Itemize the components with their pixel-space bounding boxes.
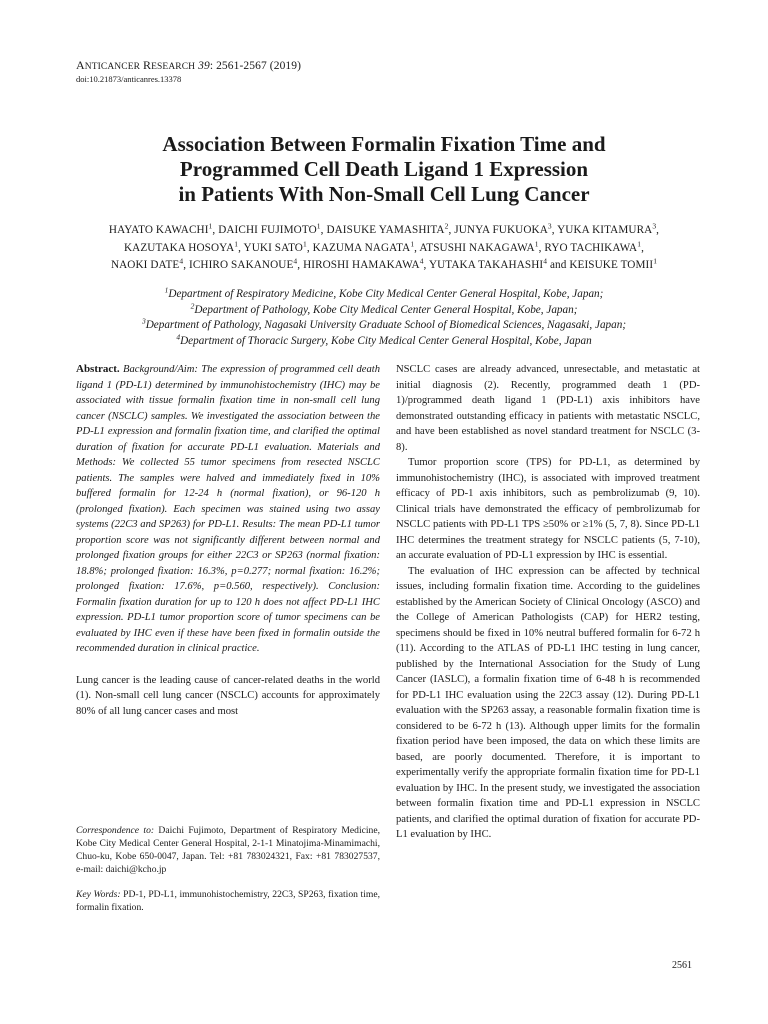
abstract-heading: Abstract.: [76, 363, 120, 375]
doi: doi:10.21873/anticanres.13378: [76, 74, 182, 84]
author: KAZUMA NAGATA$^1$,: [312, 238, 420, 254]
abstract-text: Background/Aim: The expression of programmed cell death ligand 1 (PD-L1) determined by immunohistochemistry (IHC) may be associated with tissue formalin fixation time in non-small cell lung cancer (NSCLC) samples. We investigated the association between the PD-L1 expression and formalin fixation time, and clarified the optimal duration of fixation for accurate PD-L1 evaluation. Materials and Methods: We collected 55 tumor specimens from resected NSCLC patients. The samples were halved and immediately fixed in 10% buffered formalin for 12-24 h (normal fixation), or 96-120 h (prolonged fixation). Each specimen was stained using two assay systems (22C3 and SP263) for PD-L1. Results: The mean PD-L1 tumor proportion score was not significantly different between normal and prolonged fixation groups for either 22C3 or SP263 (normal fixation: 18.8%; prolonged fixation: 16.3%, p=0.277; normal fixation: 16.2%; prolonged fixation: 17.6%, p=0.560, respectively). Conclusion: Formalin fixation duration for up to 120 h does not affect PD-L1 IHC expression. PD-L1 tumor proportion score of tumor specimens can be evaluated by IHC even if these have been fixed in formalin outside the recommended duration in clinical practice.: [76, 364, 380, 654]
journal-volume: 39: [198, 60, 210, 72]
page-number: 2561: [672, 960, 692, 971]
article-title: [76, 132, 692, 207]
body-paragraph: NSCLC cases are already advanced, unresectable, and metastatic at initial diagnosis (2). Recently, programmed death 1 (PD-1)/programmed death ligand 1 (PD-L1) axis inhibitors have demonstrated outstanding efficacy in patients with metastatic NSCLC, and have been established as novel standard treatment for NSCLC (3-8).: [396, 364, 700, 453]
journal-initial: A: [76, 58, 85, 72]
author: YUKI SATO$^1$,: [243, 238, 313, 254]
keywords-label: Key Words:: [76, 889, 121, 900]
affiliation: $^4$Department of Thoracic Surgery, Kobe City Medical Center General Hospital, Kobe, Japan: [176, 331, 592, 347]
keywords-text: PD-1, PD-L1, immunohistochemistry, 22C3, SP263, fixation time, formalin fixation.: [76, 889, 380, 913]
abstract: [76, 362, 380, 657]
correspondence-text: Daichi Fujimoto, Department of Respiratory Medicine, Kobe City Medical Center General Hospital, 2-1-1 Minatojima-Minamimachi, Chuo-ku, Kobe 650-0047, Japan. Tel: +81 783024321, Fax: +81 783027537, e-mail: daichi@kcho.jp: [76, 825, 380, 875]
keywords: [76, 888, 380, 914]
title-line: Association Between Formalin Fixation Time and: [162, 132, 606, 156]
body-paragraph: The evaluation of IHC expression can be affected by technical issues, including formalin fixation time. According to the guidelines established by the American Society of Clinical Oncology (ASCO) and the College of American Pathologists (CAP) for HER2 testing, specimens should be fixed in 10% neutral buffered formalin for 6-72 h (11). According to the ATLAS of PD-L1 IHC testing in lung cancer, published by the International Association for the Study of Lung Cancer (IASLC), a formalin fixation time of 6-48 h is recommended for PD-L1 IHC evaluation using the 22C3 assay (12). During PD-L1 evaluation with the SP263 assay, a reasonable formalin fixation time is considered to be 6-72 h (13). Although upper limits for the formalin fixation period have been imposed, the data on which these limits are based, are poorly documented. Therefore, it is important to experimentally verify the appropriate formalin fixation time for PD-L1 evaluation by IHC. In the present study, we investigated the association between formalin fixation time and PD-L1 expression in NSCLC patients, and clarified the optimal duration of fixation for accurate PD-L1 evaluation by IHC.: [396, 565, 700, 840]
author: KEISUKE TOMII$^1$: [569, 256, 658, 271]
correspondence: [76, 824, 380, 876]
affiliations: [70, 287, 698, 349]
author: ATSUSHI NAKAGAWA$^1$,: [419, 238, 545, 254]
intro-paragraph: Lung cancer is the leading cause of cancer-related deaths in the world (1). Non-small cell lung cancer (NSCLC) accounts for approximately 80% of all lung cancer cases and most: [76, 674, 380, 717]
affiliation: $^2$Department of Pathology, Kobe City Medical Center General Hospital, Kobe, Japan;: [190, 300, 578, 316]
journal-citation: [76, 58, 301, 73]
author: ICHIRO SAKANOUE$^4$,: [189, 256, 304, 271]
author: HIROSHI HAMAKAWA$^4$,: [303, 256, 429, 271]
affiliation: $^1$Department of Respiratory Medicine, Kobe City Medical Center General Hospital, Kobe, Japan;: [164, 285, 604, 300]
journal-pages-year: : 2561-2567 (2019): [209, 60, 302, 72]
journal-name-rest: NTICANCER: [84, 62, 141, 72]
body-paragraph: Tumor proportion score (TPS) for PD-L1, as determined by immunohistochemistry (IHC), is associated with improved treatment efficacy of PD-1 axis inhibitors, such as pembrolizumab (9, 10). Clinical trials have demonstrated the efficacy of pembrolizumab for NSCLC patients with PD-L1 TPS ≥50% or ≥1% (5, 7, 8). Since PD-L1 IHC determines the treatment strategy for NSCLC patients (5, 7-10), an accurate evaluation of PD-L1 expression by IHC is essential.: [396, 457, 700, 561]
journal-initial-2: R: [143, 58, 152, 72]
journal-name-rest-2: ESEARCH: [151, 62, 196, 72]
author: NAOKI DATE$^4$,: [110, 256, 190, 271]
author: YUKA KITAMURA$^3$,: [557, 221, 660, 236]
author-list: [60, 222, 708, 275]
author: HAYATO KAWACHI$^1$,: [108, 221, 219, 236]
title-line: Programmed Cell Death Ligand 1 Expression: [179, 157, 589, 181]
correspondence-label: Correspondence to:: [76, 825, 155, 836]
author: DAISUKE YAMASHITA$^2$,: [326, 221, 455, 236]
author: KAZUTAKA HOSOYA$^1$,: [123, 238, 244, 254]
left-column: [76, 362, 380, 719]
author: DAICHI FUJIMOTO$^1$,: [218, 221, 327, 236]
affiliation: $^3$Department of Pathology, Nagasaki University Graduate School of Biomedical Sciences, Nagasaki, Japan;: [141, 316, 627, 331]
title-line: in Patients With Non-Small Cell Lung Cancer: [178, 182, 590, 206]
author: RYO TACHIKAWA$^1$,: [544, 238, 644, 254]
author: YUTAKA TAKAHASHI$^4$ and: [428, 256, 570, 271]
right-column: [396, 362, 700, 843]
author: JUNYA FUKUOKA$^3$,: [454, 221, 558, 236]
